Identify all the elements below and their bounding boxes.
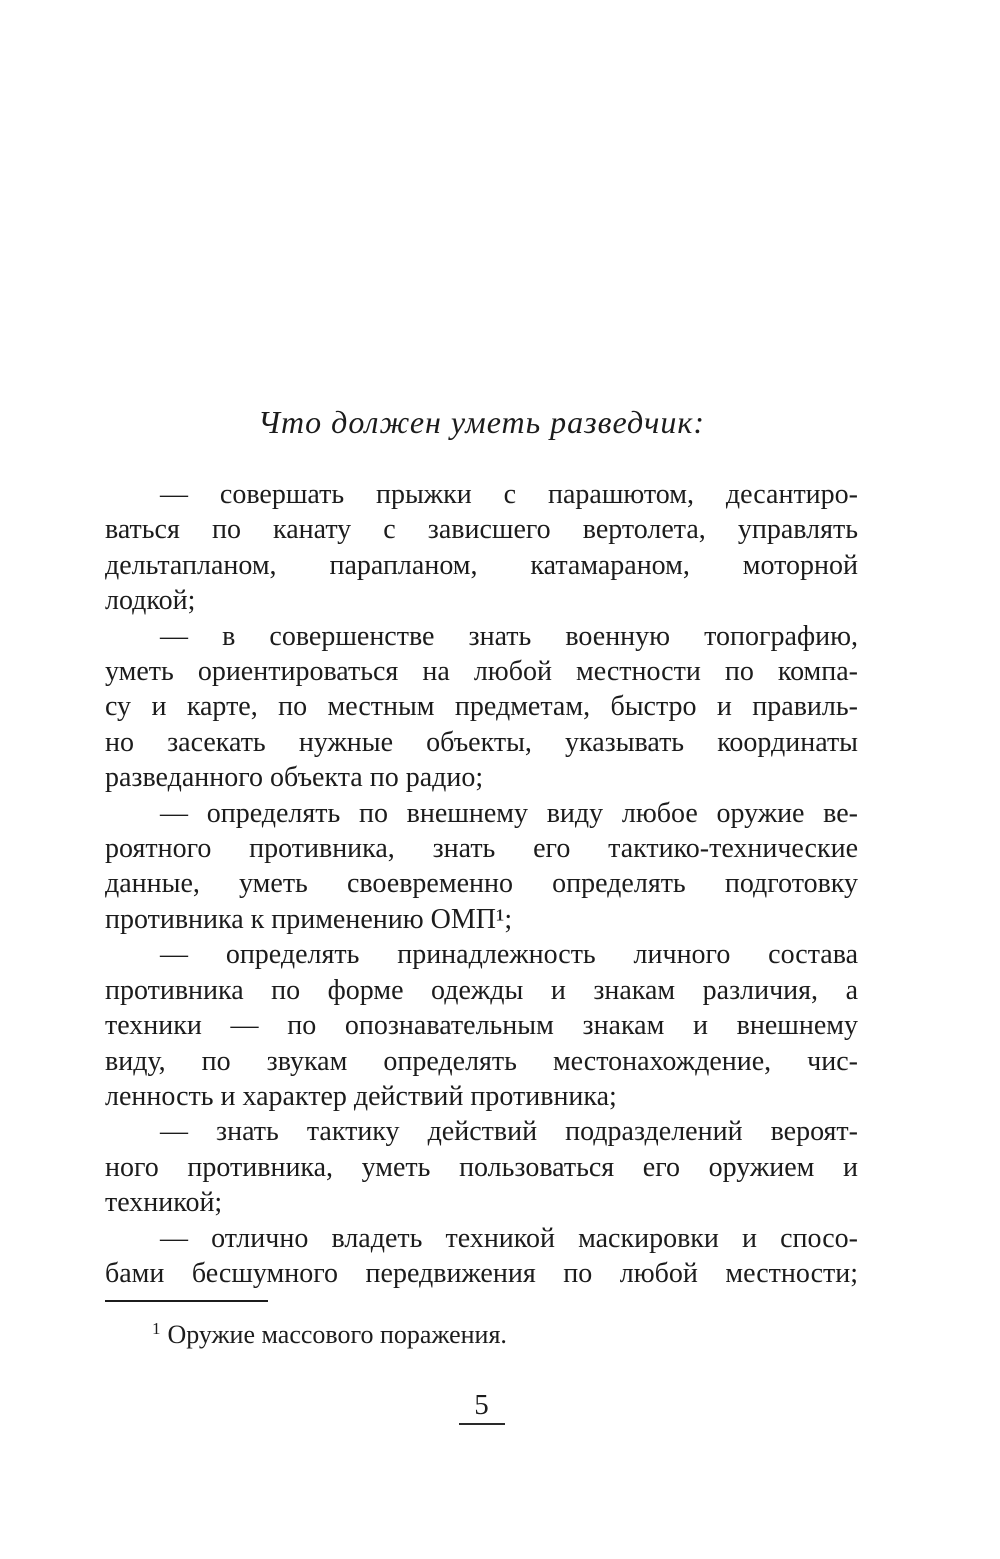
text-line: лодкой; [105,585,196,617]
text-line: противника к применению ОМП¹; [105,903,513,935]
footnote-text [105,1313,858,1351]
footnote-marker: 1 [152,1319,161,1338]
paragraph-3 [105,796,858,938]
text-line: данные, уметь своевременно определять подготовку [105,868,858,900]
page-number: 5 [474,1389,489,1421]
text-line: техникой; [105,1187,223,1219]
text-line: разведанного объекта по радио; [105,762,484,794]
text-line: ного противника, уметь пользоваться его оружием и [105,1151,858,1183]
text-line: противника по форме одежды и знакам различия, а [105,974,858,1006]
text-line: су и карте, по местным предметам, быстро и правиль- [105,691,858,723]
paragraph-1 [105,477,858,619]
text-line: ленность и характер действий противника; [105,1080,617,1112]
text-line: бами бесшумного передвижения по любой местности; [105,1257,858,1289]
text-line: уметь ориентироваться на любой местности по компа- [105,656,858,688]
page-content [105,400,858,1291]
text-line: виду, по звукам определять местонахождение, чис- [105,1045,858,1077]
text-line: дельтапланом, парапланом, катамараном, моторной [105,549,858,581]
paragraph-2 [105,619,858,796]
text-line: ваться по канату с зависшего вертолета, управлять [105,514,858,546]
footnote [105,1300,858,1351]
text-line: — в совершенстве знать военную топографию, [160,620,858,652]
text-line: — совершать прыжки с парашютом, десантиро- [160,479,858,510]
text-line: — отлично владеть техникой маскировки и спосо- [160,1222,858,1254]
chapter-heading: Что должен уметь разведчик: [257,404,706,440]
paragraph-4 [105,937,858,1114]
text-line: но засекать нужные объекты, указывать координаты [105,726,858,758]
text-line: — определять принадлежность личного состава [160,939,858,971]
text-line: роятного противника, знать его тактико-технические [105,833,858,865]
page-number-block [105,1390,858,1425]
text-line: техники — по опознавательным знакам и внешнему [105,1010,858,1042]
page-number-underline [459,1423,505,1425]
paragraph-6 [105,1221,858,1292]
text-line: — знать тактику действий подразделений вероят- [160,1116,858,1148]
paragraph-5 [105,1114,858,1220]
footnote-divider [105,1300,268,1302]
text-line: — определять по внешнему виду любое оружие ве- [160,797,858,829]
footnote-body: Оружие массового поражения. [167,1320,507,1349]
